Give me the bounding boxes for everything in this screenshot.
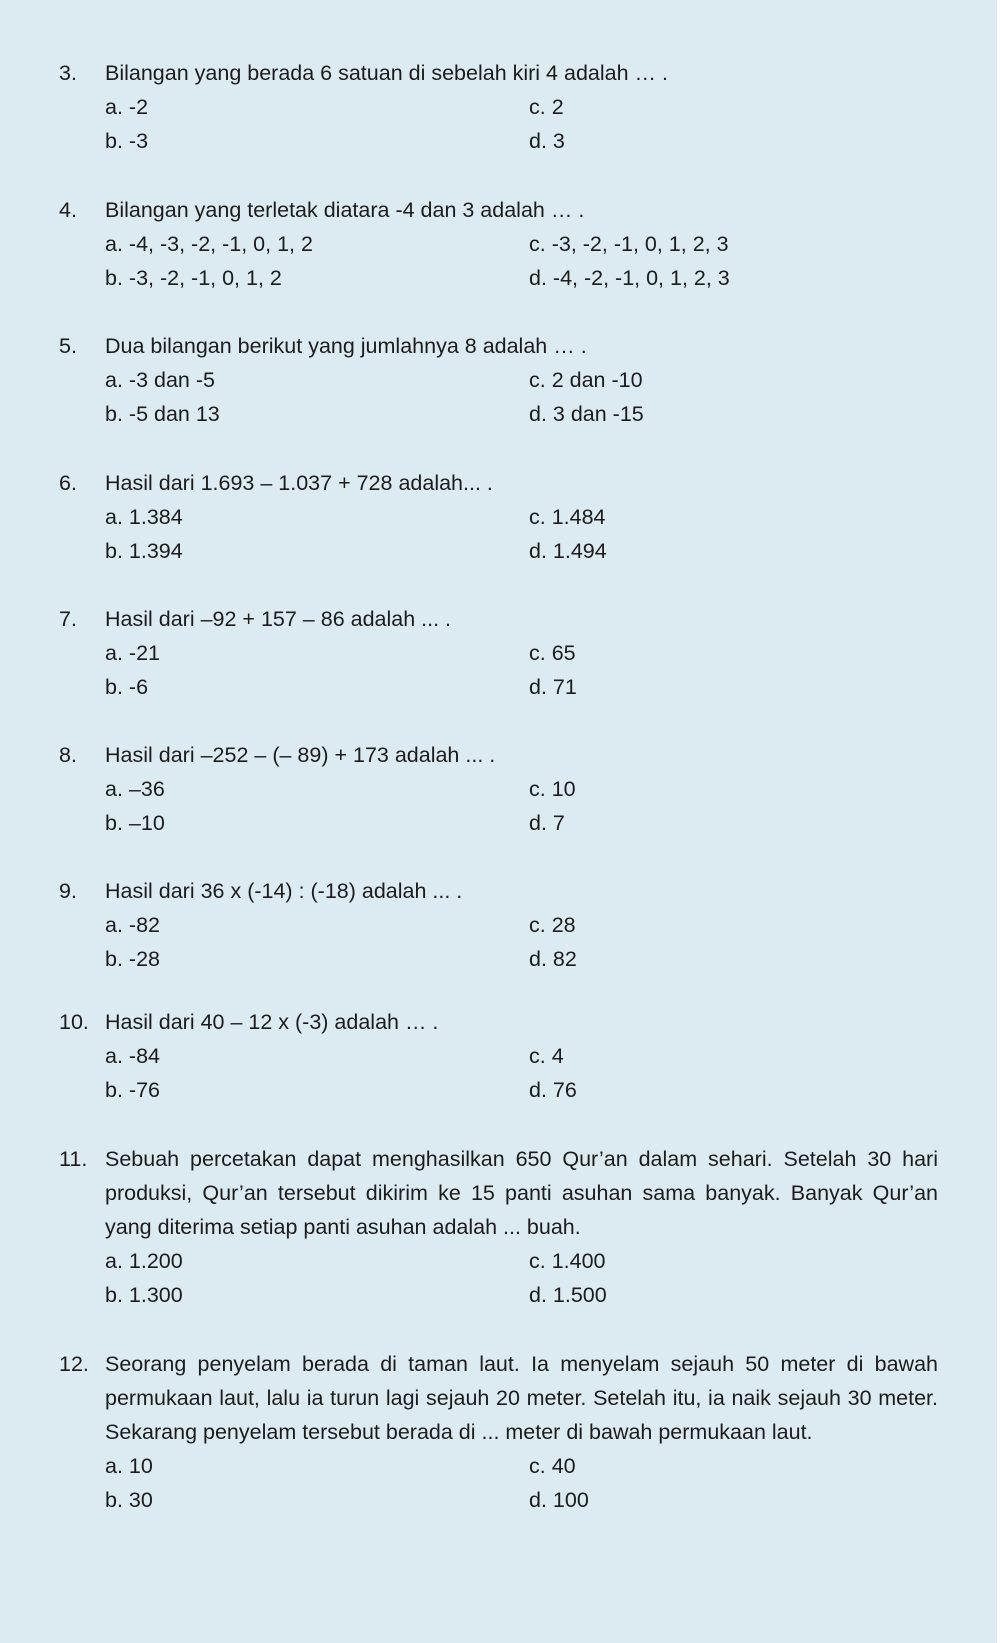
option-a[interactable]: a. -84 (105, 1044, 160, 1068)
question-number: 7. (59, 607, 77, 631)
question-text: Hasil dari –92 + 157 – 86 adalah ... . (105, 607, 452, 631)
option-b[interactable]: b. 30 (105, 1488, 153, 1512)
option-b[interactable]: b. -5 dan 13 (105, 402, 220, 426)
question-text: Hasil dari 40 – 12 x (-3) adalah … . (105, 1010, 439, 1034)
option-b[interactable]: b. -76 (105, 1078, 160, 1102)
question-text: Sebuah percetakan dapat menghasilkan 650 Qur’an dalam sehari. Setelah 30 hari produksi, Qur’an tersebut dikirim ke 15 panti asuhan sama banyak. Banyak Qur’an yang diterima setiap panti asuhan adalah ... buah. (105, 1147, 938, 1239)
option-d[interactable]: d. 1.500 (529, 1283, 607, 1307)
question-number: 9. (59, 879, 77, 903)
option-b[interactable]: b. -3 (105, 129, 149, 153)
question-number: 3. (59, 61, 77, 85)
option-d[interactable]: d. 71 (529, 675, 577, 699)
question-text: Bilangan yang berada 6 satuan di sebelah kiri 4 adalah … . (105, 61, 668, 85)
question-number: 10. (59, 1010, 89, 1034)
option-c[interactable]: c. 40 (529, 1454, 576, 1478)
question-text: Dua bilangan berikut yang jumlahnya 8 adalah … . (105, 334, 587, 358)
option-d[interactable]: d. 100 (529, 1488, 589, 1512)
option-b[interactable]: b. -6 (105, 675, 149, 699)
question-number: 4. (59, 198, 77, 222)
question-text: Hasil dari 36 x (-14) : (-18) adalah ... . (105, 879, 463, 903)
option-c[interactable]: c. -3, -2, -1, 0, 1, 2, 3 (529, 232, 729, 256)
question-number: 5. (59, 334, 77, 358)
option-a[interactable]: a. -4, -3, -2, -1, 0, 1, 2 (105, 232, 313, 256)
option-a[interactable]: a. -21 (105, 641, 160, 665)
option-b[interactable]: b. -3, -2, -1, 0, 1, 2 (105, 266, 282, 290)
option-a[interactable]: a. -82 (105, 913, 160, 937)
option-c[interactable]: c. 10 (529, 777, 576, 801)
option-b[interactable]: b. –10 (105, 811, 165, 835)
question-number: 12. (59, 1352, 89, 1376)
option-a[interactable]: a. -2 (105, 95, 149, 119)
option-a[interactable]: a. 1.384 (105, 505, 183, 529)
option-d[interactable]: d. 3 (529, 129, 565, 153)
option-c[interactable]: c. 2 dan -10 (529, 368, 643, 392)
option-b[interactable]: b. 1.300 (105, 1283, 183, 1307)
option-a[interactable]: a. 10 (105, 1454, 153, 1478)
option-d[interactable]: d. 82 (529, 947, 577, 971)
question-number: 11. (59, 1147, 88, 1171)
option-d[interactable]: d. 76 (529, 1078, 577, 1102)
option-c[interactable]: c. 1.400 (529, 1249, 606, 1273)
option-a[interactable]: a. -3 dan -5 (105, 368, 215, 392)
option-c[interactable]: c. 4 (529, 1044, 564, 1068)
option-d[interactable]: d. 1.494 (529, 539, 607, 563)
question-text: Hasil dari –252 – (– 89) + 173 adalah ... . (105, 743, 496, 767)
option-d[interactable]: d. 7 (529, 811, 565, 835)
option-d[interactable]: d. -4, -2, -1, 0, 1, 2, 3 (529, 266, 730, 290)
question-number: 6. (59, 471, 77, 495)
question-text: Bilangan yang terletak diatara -4 dan 3 adalah … . (105, 198, 585, 222)
option-c[interactable]: c. 65 (529, 641, 576, 665)
option-b[interactable]: b. 1.394 (105, 539, 183, 563)
option-b[interactable]: b. -28 (105, 947, 160, 971)
option-c[interactable]: c. 1.484 (529, 505, 606, 529)
option-c[interactable]: c. 28 (529, 913, 576, 937)
option-a[interactable]: a. –36 (105, 777, 165, 801)
option-a[interactable]: a. 1.200 (105, 1249, 183, 1273)
question-number: 8. (59, 743, 77, 767)
option-d[interactable]: d. 3 dan -15 (529, 402, 644, 426)
question-text: Seorang penyelam berada di taman laut. Ia menyelam sejauh 50 meter di bawah permukaan laut, lalu ia turun lagi sejauh 20 meter. Setelah itu, ia naik sejauh 30 meter. Sekarang penyelam tersebut berada di ... meter di bawah permukaan laut. (105, 1352, 938, 1444)
option-c[interactable]: c. 2 (529, 95, 564, 119)
question-text: Hasil dari 1.693 – 1.037 + 728 adalah... . (105, 471, 493, 495)
